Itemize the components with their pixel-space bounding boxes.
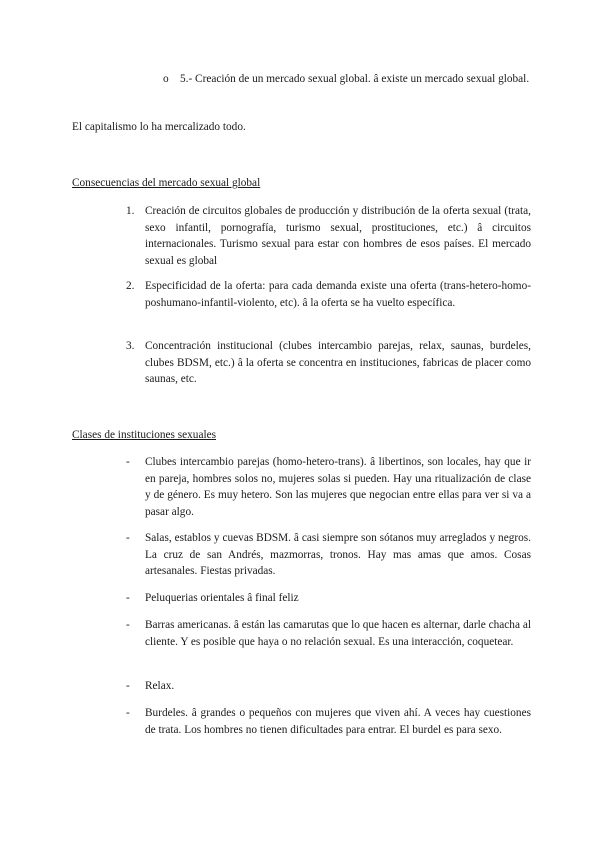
list-marker: o	[163, 73, 169, 85]
bullet-item	[126, 678, 531, 695]
section-heading: Clases de instituciones sexuales	[72, 429, 217, 441]
numbered-item	[126, 338, 531, 388]
item-text: Creación de circuitos globales de producción y distribución de la oferta sexual (trata, sexo infantil, pornografía, turismo sexual, prostituciones, etc.) â circuitos internacionales. Turismo sexual para estar con hombres de esos países. El mercado sexual es global	[145, 205, 531, 267]
section-heading: Consecuencias del mercado sexual global	[72, 177, 261, 189]
bullet-dash: -	[126, 619, 130, 631]
item-number: 1.	[126, 205, 135, 217]
numbered-item	[126, 203, 531, 269]
item-text: Concentración institucional (clubes intercambio parejas, relax, saunas, burdeles, clubes BDSM, etc.) â la oferta se concentra en instituciones, fabricas de placer como saunas, etc.	[145, 340, 531, 385]
item-text: Salas, establos y cuevas BDSM. â casi siempre son sótanos muy arreglados y negros. La cruz de san Andrés, mazmorras, tronos. Hay mas amas que amos. Cosas artesanales. Fiestas privadas.	[145, 532, 531, 577]
bullet-item	[126, 590, 531, 607]
intro-paragraph: El capitalismo lo ha mercalizado todo.	[72, 121, 246, 133]
bullet-dash: -	[126, 456, 130, 468]
bullet-item	[126, 705, 531, 738]
bullet-item	[126, 617, 531, 650]
top-list-item	[163, 71, 535, 88]
numbered-item	[126, 278, 531, 311]
item-number: 3.	[126, 340, 135, 352]
item-text: Barras americanas. â están las camarutas que lo que hacen es alternar, darle chacha al cliente. Y es posible que haya o no relación sexual. Es una interacción, coquetear.	[145, 619, 531, 648]
bullet-dash: -	[126, 532, 130, 544]
bullet-dash: -	[126, 592, 130, 604]
item-text: Relax.	[145, 680, 175, 692]
bullet-dash: -	[126, 680, 130, 692]
bullet-item	[126, 454, 531, 520]
item-text: Especificidad de la oferta: para cada demanda existe una oferta (trans-hetero-homo-poshumano-infantil-violento, etc). â la oferta se ha vuelto específica.	[145, 280, 531, 309]
bullet-dash: -	[126, 707, 130, 719]
item-number: 2.	[126, 280, 135, 292]
item-text: Peluquerias orientales â final feliz	[145, 592, 299, 604]
list-item-text: 5.- Creación de un mercado sexual global. â existe un mercado sexual global.	[180, 73, 530, 85]
item-text: Clubes intercambio parejas (homo-hetero-trans). â libertinos, son locales, hay que ir en pareja, hombres solos no, mujeres solas si pueden. Hay una ritualización de clase y de género. Es muy hetero. Son las mujeres que negocian entre ellas para ver si va a pasar algo.	[145, 456, 531, 518]
bullet-item	[126, 530, 531, 580]
item-text: Burdeles. â grandes o pequeños con mujeres que viven ahí. A veces hay cuestiones de trata. Los hombres no tienen dificultades para entrar. El burdel es para sexo.	[145, 707, 531, 736]
